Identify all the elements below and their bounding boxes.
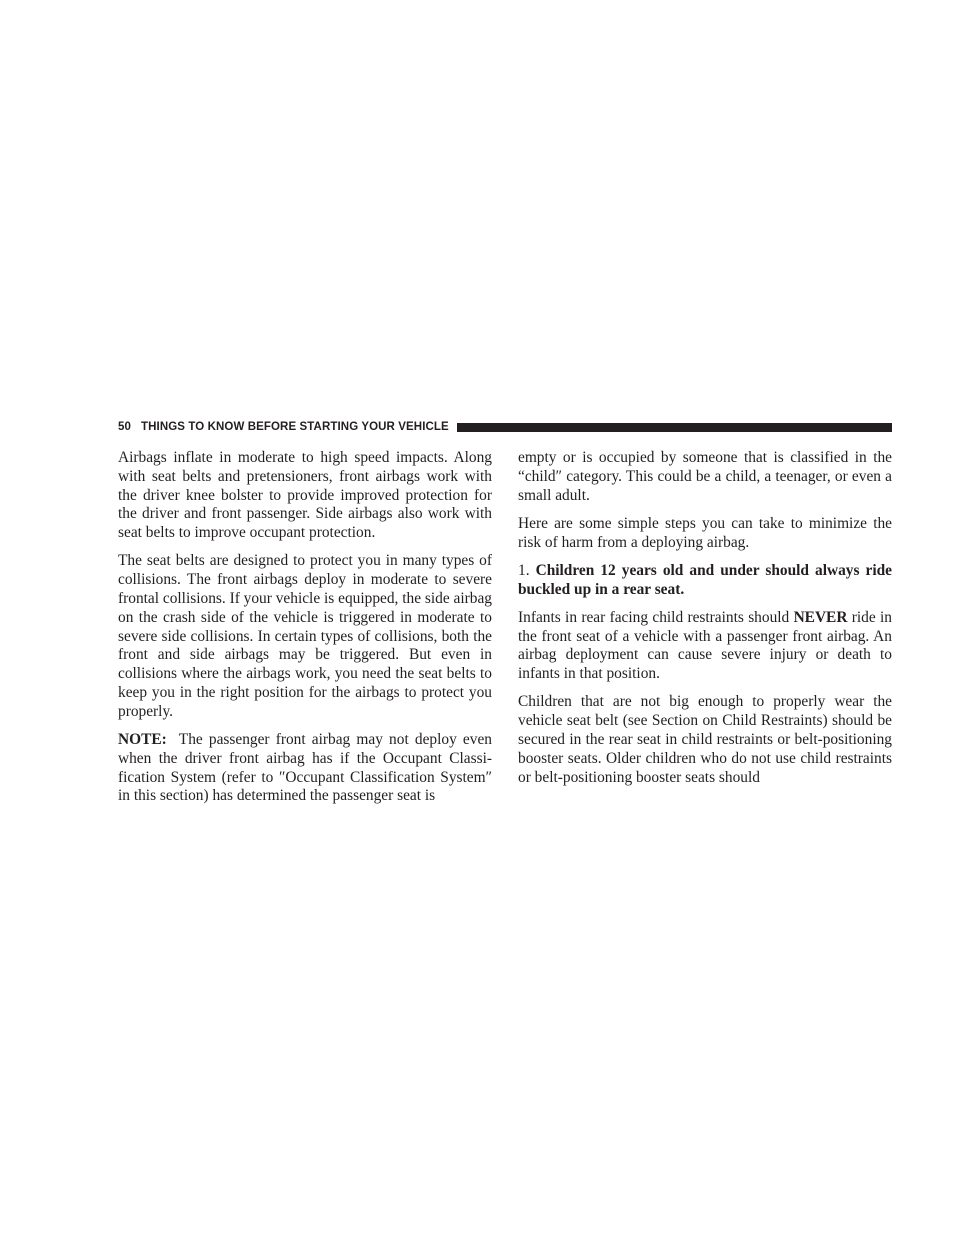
- page-header: [118, 419, 892, 435]
- note-label: NOTE:: [118, 730, 167, 748]
- left-column: [118, 449, 492, 816]
- paragraph-seat-belts-designed: The seat belts are designed to protect you in many types of collisions. The front airbags deploy in moderate to severe frontal collisions. If your vehicle is equipped, the side airbag on the crash side of the vehicle is triggered in moderate to severe side collisions. In certain types of collisions, both the front and side airbags may be triggered. But even in collisions where the airbags work, you need the seat belts to keep you in the right position for the airbags to protect you properly.: [118, 552, 492, 720]
- step-text: Children 12 years old and under should always ride buckled up in a rear seat.: [518, 561, 892, 598]
- paragraph-empty-or-occupied: empty or is occupied by someone that is classified in the “child″ category. This could be a child, a teenager, or even a small adult.: [518, 449, 892, 504]
- header-rule: [457, 423, 892, 432]
- infants-text-after: ride in the front seat of a vehicle with a passenger front airbag. An airbag deployment can cause severe injury or death to infants in that position.: [518, 608, 892, 683]
- section-title: THINGS TO KNOW BEFORE STARTING YOUR VEHICLE: [141, 421, 449, 433]
- note-text: The passenger front airbag may not deploy even when the driver front airbag has if the Occupant Classification System (refer to ″Occupant Classification System″ in this section) has determined the passenger seat is: [118, 730, 492, 805]
- step-number: 1.: [518, 561, 536, 579]
- paragraph-airbags-inflate: Airbags inflate in moderate to high speed impacts. Along with seat belts and pretensioners, front airbags work with the driver knee bolster to provide improved protection for the driver and front passenger. Side airbags also work with seat belts to improve occupant protection.: [118, 449, 492, 542]
- paragraph-simple-steps: Here are some simple steps you can take to minimize the risk of harm from a deploying airbag.: [518, 514, 892, 551]
- step-1: [518, 562, 892, 600]
- right-column: [518, 449, 892, 797]
- note-paragraph: [118, 731, 492, 806]
- infants-text-before: Infants in rear facing child restraints should: [518, 608, 794, 626]
- paragraph-children-not-big-enough: Children that are not big enough to properly wear the vehicle seat belt (see Section on Child Restraints) should be secured in the rear seat in child restraints or belt-positioning booster seats. Older children who do not use child restraints or belt-positioning booster seats should: [518, 693, 892, 786]
- paragraph-infants: [518, 609, 892, 684]
- never-emphasis: NEVER: [793, 608, 848, 626]
- page-number: 50: [118, 421, 131, 433]
